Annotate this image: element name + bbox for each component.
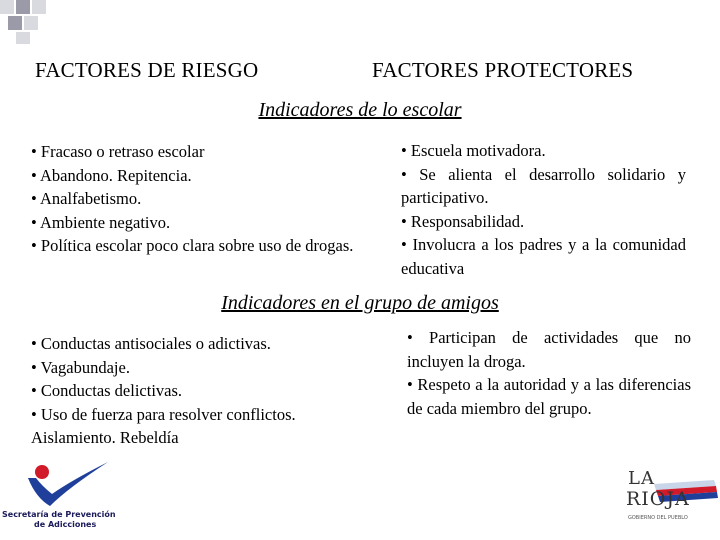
list-item: • Fracaso o retraso escolar <box>31 142 205 161</box>
list-item: • Abandono. Repitencia. <box>31 165 192 185</box>
decorative-squares <box>0 0 60 45</box>
friends-protective-list <box>407 326 691 420</box>
list-item: • Analfabetismo. <box>31 189 142 208</box>
section-title-friends: Indicadores en el grupo de amigos <box>221 292 499 314</box>
list-item: • Participan de actividades que no incluyen la droga. <box>407 328 691 371</box>
friends-risk-list <box>31 332 361 450</box>
list-item: • Se alienta el desarrollo solidario y participativo. <box>401 164 686 207</box>
list-item: • Uso de fuerza para resolver conflictos. <box>31 404 296 424</box>
list-item: • Vagabundaje. <box>31 357 130 377</box>
list-item: • Conductas delictivas. <box>31 381 183 400</box>
school-risk-list <box>31 140 359 258</box>
check-mark-icon <box>20 460 110 510</box>
risk-factors-heading: FACTORES DE RIESGO <box>35 58 259 82</box>
list-item: • Política escolar poco clara sobre uso de drogas. <box>31 236 354 255</box>
sedronar-logo: Secretaría de Prevención de Adicciones <box>2 460 132 535</box>
list-item: • Escuela motivadora. <box>401 141 546 160</box>
list-item: • Ambiente negativo. <box>31 212 171 232</box>
list-item: • Respeto a la autoridad y a las diferencias de cada miembro del grupo. <box>407 375 691 418</box>
school-protective-list <box>401 139 686 280</box>
list-item: • Involucra a los padres y a la comunidad educativa <box>401 235 686 278</box>
list-item: • Responsabilidad. <box>401 211 525 231</box>
list-item: • Conductas antisociales o adictivas. <box>31 334 271 353</box>
section-title-school: Indicadores de lo escolar <box>258 99 462 121</box>
protective-factors-heading: FACTORES PROTECTORES <box>372 58 634 82</box>
la-rioja-logo: LA RIOJA GOBIERNO DEL PUEBLO <box>624 462 720 534</box>
list-item: Aislamiento. Rebeldía <box>31 428 179 447</box>
